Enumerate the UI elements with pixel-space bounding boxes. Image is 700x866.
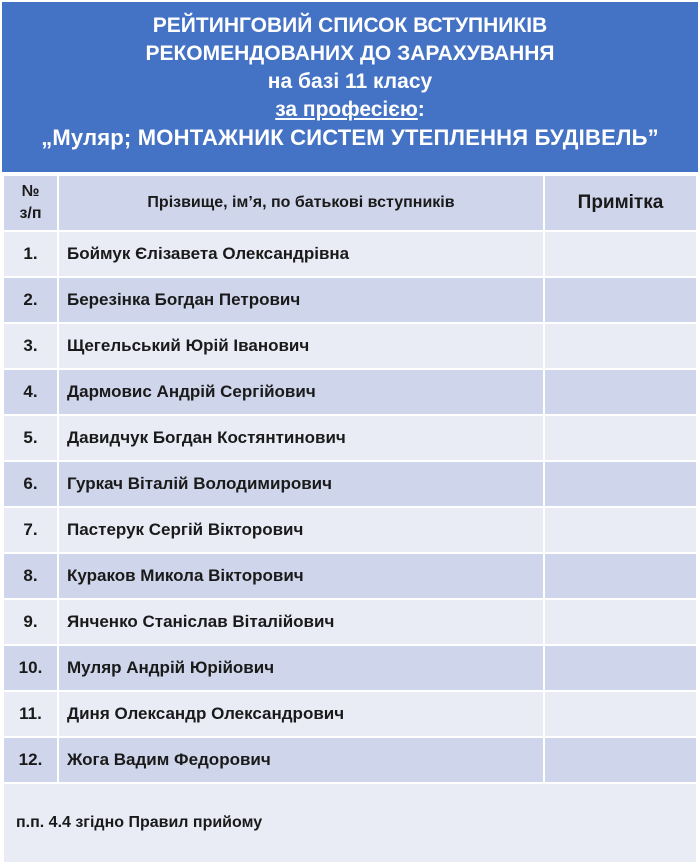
table-row: [4, 508, 696, 552]
row-number: 3.: [4, 324, 57, 368]
row-number: 9.: [4, 600, 57, 644]
applicant-name: Березінка Богдан Петрович: [59, 278, 543, 322]
table-footer-row: [4, 784, 696, 862]
applicant-note: [545, 278, 696, 322]
profession-colon: :: [417, 98, 425, 121]
column-header-note: Примітка: [545, 176, 696, 230]
applicant-note: [545, 738, 696, 782]
title-banner: [2, 2, 698, 172]
column-header-number: [4, 176, 57, 230]
row-number: 11.: [4, 692, 57, 736]
applicant-name: Дармовис Андрій Сергійович: [59, 370, 543, 414]
applicant-name: Гуркач Віталій Володимирович: [59, 462, 543, 506]
row-number: 4.: [4, 370, 57, 414]
table-body: [4, 232, 696, 782]
table-row: [4, 278, 696, 322]
table-row: [4, 646, 696, 690]
row-number: 1.: [4, 232, 57, 276]
row-number: 2.: [4, 278, 57, 322]
table-row: [4, 738, 696, 782]
applicant-name: Щегельський Юрій Іванович: [59, 324, 543, 368]
row-number: 6.: [4, 462, 57, 506]
row-number: 7.: [4, 508, 57, 552]
applicant-name: Кураков Микола Вікторович: [59, 554, 543, 598]
applicant-name: Боймук Єлізавета Олександрівна: [59, 232, 543, 276]
applicant-note: [545, 646, 696, 690]
applicant-name: Диня Олександр Олександрович: [59, 692, 543, 736]
column-header-number-abbr: з/п: [19, 205, 42, 222]
title-line-2: РЕКОМЕНДОВАНИХ ДО ЗАРАХУВАННЯ: [145, 42, 555, 65]
row-number: 5.: [4, 416, 57, 460]
column-header-number-symbol: №: [21, 183, 40, 200]
applicant-note: [545, 554, 696, 598]
applicant-note: [545, 370, 696, 414]
applicants-table: [2, 174, 698, 864]
row-number: 12.: [4, 738, 57, 782]
applicant-note: [545, 508, 696, 552]
title-line-3: на базі 11 класу: [267, 70, 433, 93]
title-line-4: [2, 96, 698, 124]
applicant-name: Жога Вадим Федорович: [59, 738, 543, 782]
applicant-note: [545, 324, 696, 368]
table-row: [4, 324, 696, 368]
table-row: [4, 692, 696, 736]
profession-name: „Муляр; МОНТАЖНИК СИСТЕМ УТЕПЛЕННЯ БУДІВЕЛЬ”: [41, 125, 659, 150]
applicant-note: [545, 462, 696, 506]
applicant-name: Янченко Станіслав Віталійович: [59, 600, 543, 644]
table-row: [4, 600, 696, 644]
column-header-name: Прізвище, ім’я, по батькові вступників: [59, 176, 543, 230]
applicant-name: Пастерук Сергій Вікторович: [59, 508, 543, 552]
row-number: 10.: [4, 646, 57, 690]
applicant-name: Муляр Андрій Юрійович: [59, 646, 543, 690]
title-line-1: РЕЙТИНГОВИЙ СПИСОК ВСТУПНИКІВ: [152, 14, 548, 37]
applicant-note: [545, 600, 696, 644]
applicant-name: Давидчук Богдан Костянтинович: [59, 416, 543, 460]
row-number: 8.: [4, 554, 57, 598]
applicant-note: [545, 232, 696, 276]
table-row: [4, 554, 696, 598]
table-row: [4, 232, 696, 276]
applicant-note: [545, 416, 696, 460]
table-row: [4, 370, 696, 414]
table-header-row: [4, 176, 696, 230]
applicant-note: [545, 692, 696, 736]
table-row: [4, 416, 696, 460]
profession-label: за професією: [275, 98, 418, 121]
footer-note: п.п. 4.4 згідно Правил прийому: [4, 784, 696, 862]
table-row: [4, 462, 696, 506]
